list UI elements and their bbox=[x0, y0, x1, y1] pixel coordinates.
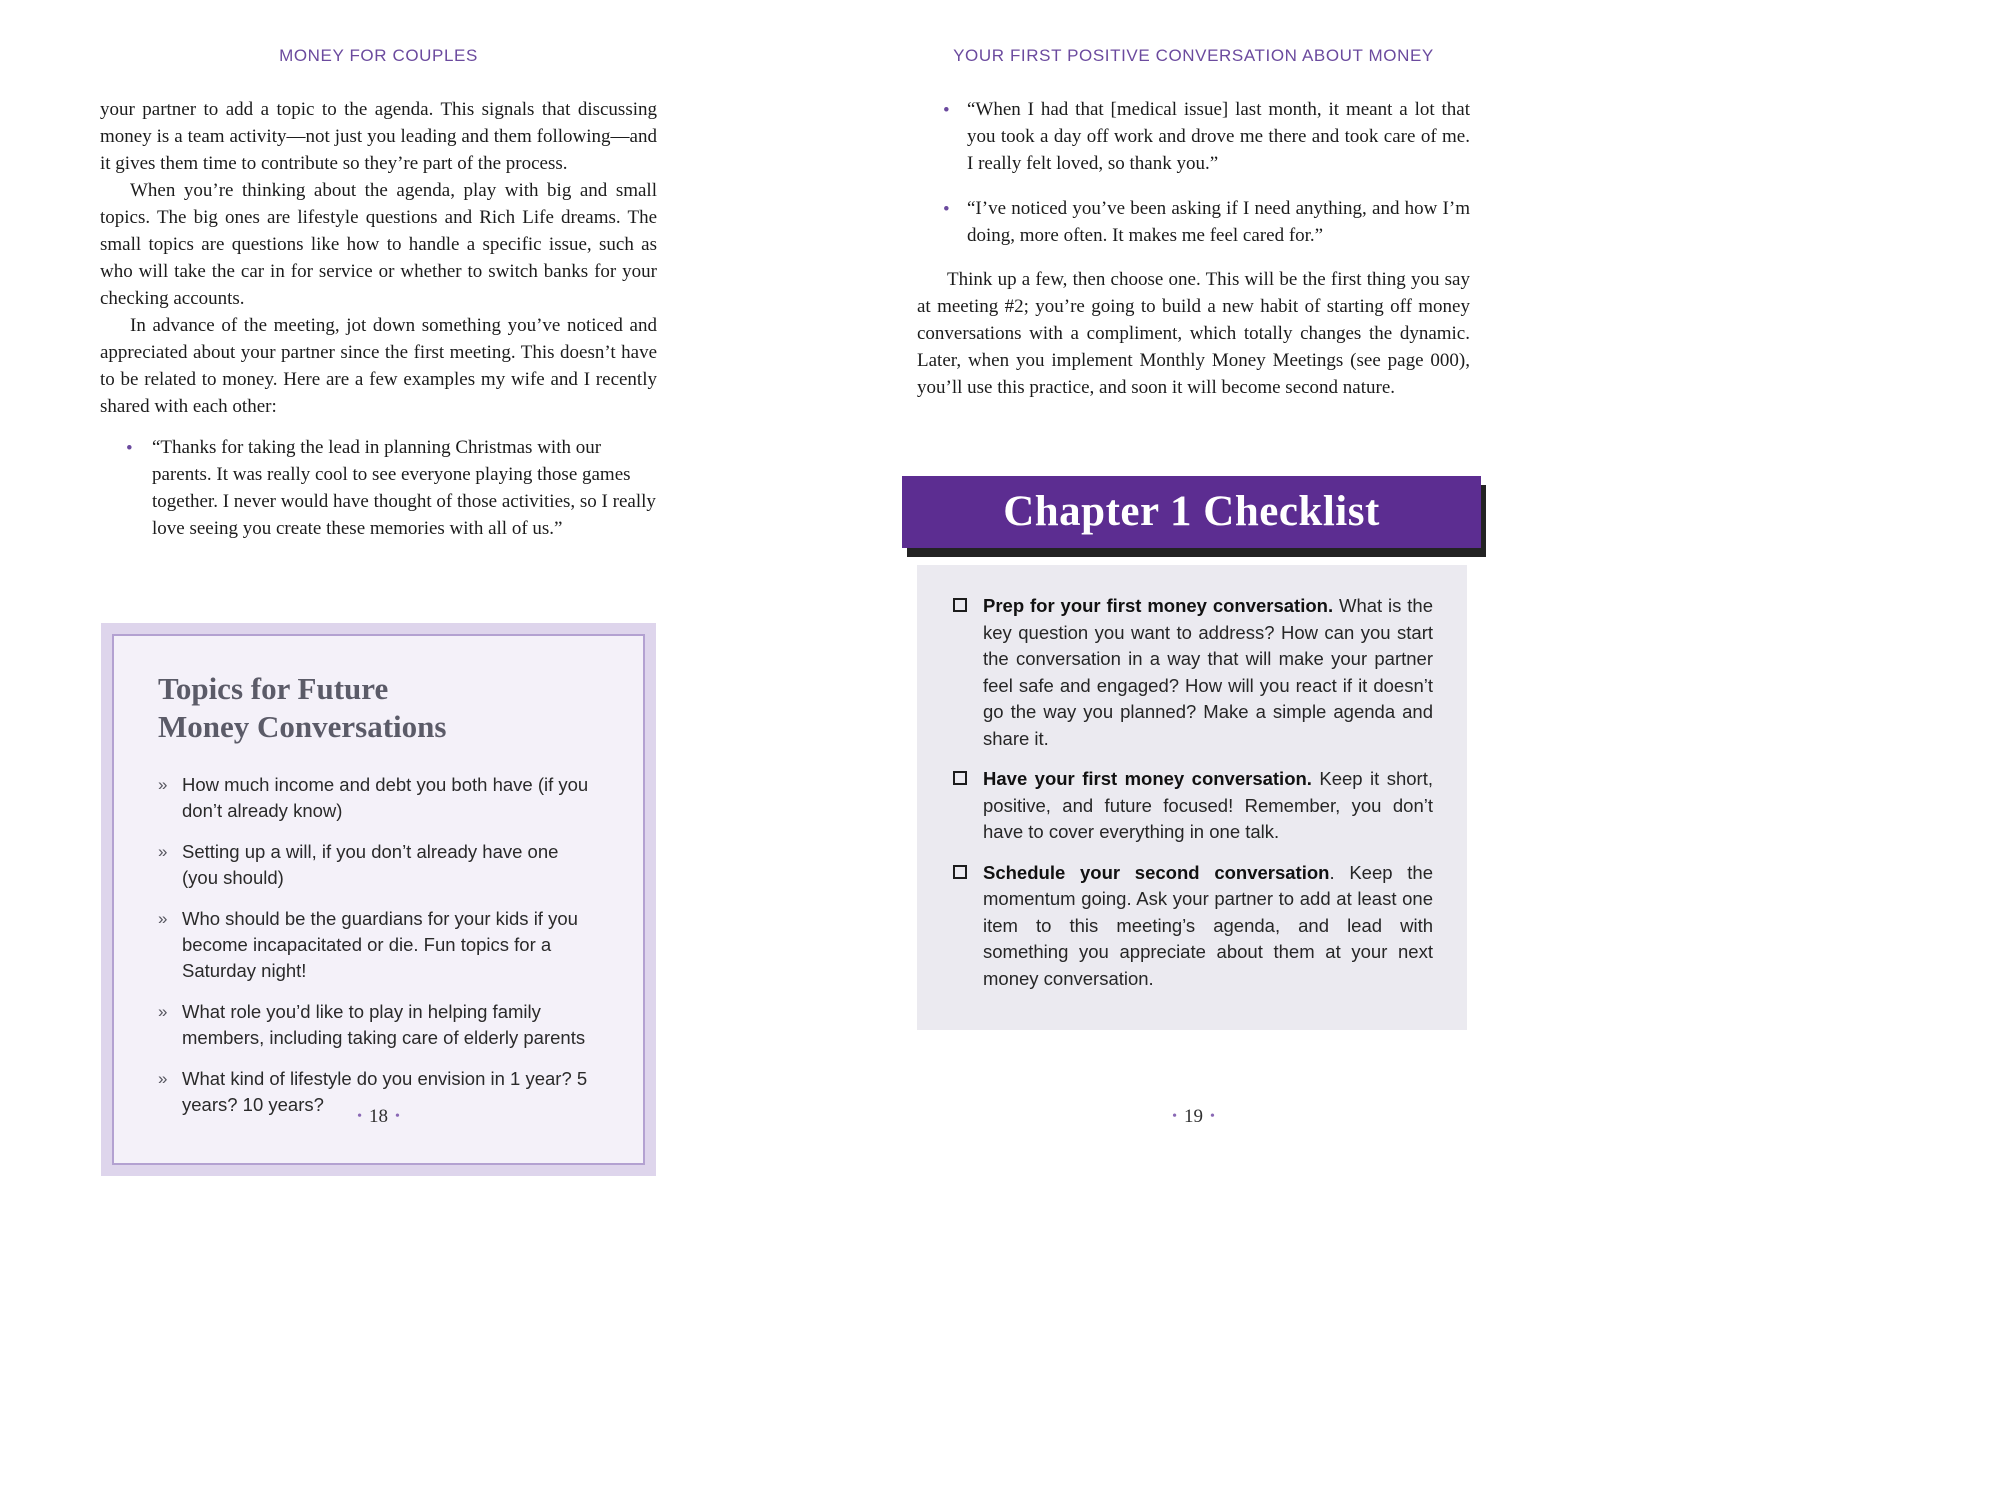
paragraph: your partner to add a topic to the agenda. This signals that discussing money is a team activity—not just you leading and them following—and it gives them time to contribute so they’re part of the process. bbox=[100, 99, 657, 174]
left-page-number bbox=[100, 1106, 657, 1128]
page-number-text: 19 bbox=[1184, 1106, 1203, 1127]
topics-box-title bbox=[158, 670, 599, 746]
topic-text: What role you’d like to play in helping family members, including taking care of elderly parents bbox=[182, 1001, 586, 1048]
topics-callout-box bbox=[112, 634, 645, 1165]
quote-text: “Thanks for taking the lead in planning Christmas with our parents. It was really cool to see everyone playing those games together. I never would have thought of those activities, so I really love seeing you create these memories with all of us.” bbox=[152, 437, 656, 539]
page-dot-icon: • bbox=[357, 1109, 362, 1124]
quote-bullet-item bbox=[917, 195, 1470, 249]
paragraph: Think up a few, then choose one. This will be the first thing you say at meeting #2; you’re going to build a new habit of starting off money conversations with a compliment, which totally changes the dynamic. Later, when you implement Monthly Money Meetings (see page 000), you’ll use this practice, and soon it will become second nature. bbox=[917, 269, 1470, 398]
checklist-item bbox=[953, 593, 1433, 752]
left-body-column bbox=[100, 96, 657, 542]
topic-item bbox=[158, 839, 599, 891]
chapter-checklist-title: Chapter 1 Checklist bbox=[1003, 488, 1380, 535]
topic-text: Who should be the guardians for your kids if you become incapacitated or die. Fun topics for a Saturday night! bbox=[182, 908, 578, 981]
topics-title-line2: Money Conversations bbox=[158, 709, 447, 744]
paragraph: In advance of the meeting, jot down something you’ve noticed and appreciated about your partner since the first meeting. This doesn’t have to be related to money. Here are a few examples my wife and I recently shared with each other: bbox=[100, 315, 657, 417]
topic-item bbox=[158, 906, 599, 984]
topic-item bbox=[158, 772, 599, 824]
checklist-item-lead: Have your first money conversation. bbox=[983, 768, 1312, 789]
topics-title-line1: Topics for Future bbox=[158, 671, 389, 706]
chapter-checklist-box bbox=[917, 565, 1467, 1030]
quote-text: “When I had that [medical issue] last month, it meant a lot that you took a day off work and drove me there and took care of me. I really felt loved, so thank you.” bbox=[967, 99, 1470, 174]
checklist-item-lead: Schedule your second conversation bbox=[983, 861, 1330, 883]
double-chevron-icon: » bbox=[158, 775, 168, 794]
page-dot-icon: • bbox=[395, 1109, 400, 1124]
checkbox-icon bbox=[953, 865, 967, 879]
checklist-item bbox=[953, 860, 1433, 993]
page-dot-icon: • bbox=[1210, 1109, 1215, 1124]
bullet-icon: • bbox=[126, 438, 133, 459]
left-running-head: MONEY FOR COUPLES bbox=[279, 46, 478, 65]
double-chevron-icon: » bbox=[158, 1002, 168, 1021]
chapter-checklist-banner bbox=[902, 476, 1481, 548]
quote-bullet-item bbox=[100, 434, 657, 542]
page-number-text: 18 bbox=[369, 1106, 388, 1127]
topic-text: Setting up a will, if you don’t already have one (you should) bbox=[182, 841, 559, 888]
bullet-icon: • bbox=[943, 100, 950, 121]
checklist-item-lead: Prep for your first money conversation. bbox=[983, 595, 1334, 616]
page-dot-icon: • bbox=[1172, 1109, 1177, 1124]
paragraph: When you’re thinking about the agenda, play with big and small topics. The big ones are lifestyle questions and Rich Life dreams. The small topics are questions like how to handle a specific issue, such as who will take the car in for service or whether to switch banks for your checking accounts. bbox=[100, 180, 657, 309]
topic-item bbox=[158, 999, 599, 1051]
topic-text: How much income and debt you both have (if you don’t already know) bbox=[182, 774, 589, 821]
checkbox-icon bbox=[953, 771, 967, 785]
checkbox-icon bbox=[953, 598, 967, 612]
quote-text: “I’ve noticed you’ve been asking if I need anything, and how I’m doing, more often. It makes me feel cared for.” bbox=[967, 198, 1470, 246]
right-running-head: YOUR FIRST POSITIVE CONVERSATION ABOUT MONEY bbox=[953, 46, 1434, 65]
checklist-item-text: . Keep the momentum going. Ask your partner to add at least one item to this meeting’s agenda, and lead with something you appreciate about them at your next money conversation. bbox=[983, 861, 1434, 989]
checklist-item bbox=[953, 766, 1433, 846]
quote-bullet-item bbox=[917, 96, 1470, 177]
double-chevron-icon: » bbox=[158, 842, 168, 861]
right-page-number bbox=[917, 1106, 1470, 1128]
topic-text: What kind of lifestyle do you envision in 1 year? 5 years? 10 years? bbox=[182, 1068, 588, 1115]
right-body-column bbox=[917, 96, 1470, 401]
double-chevron-icon: » bbox=[158, 1069, 168, 1088]
checklist-item-text: Keep it short, positive, and future focused! Remember, you don’t have to cover everything in one talk. bbox=[983, 768, 1433, 842]
bullet-icon: • bbox=[943, 199, 950, 220]
checklist-item-text: What is the key question you want to address? How can you start the conversation in a way that will make your partner feel safe and engaged? How will you react if it doesn’t go the way you planned? Make a simple agenda and share it. bbox=[983, 595, 1433, 749]
double-chevron-icon: » bbox=[158, 909, 168, 928]
